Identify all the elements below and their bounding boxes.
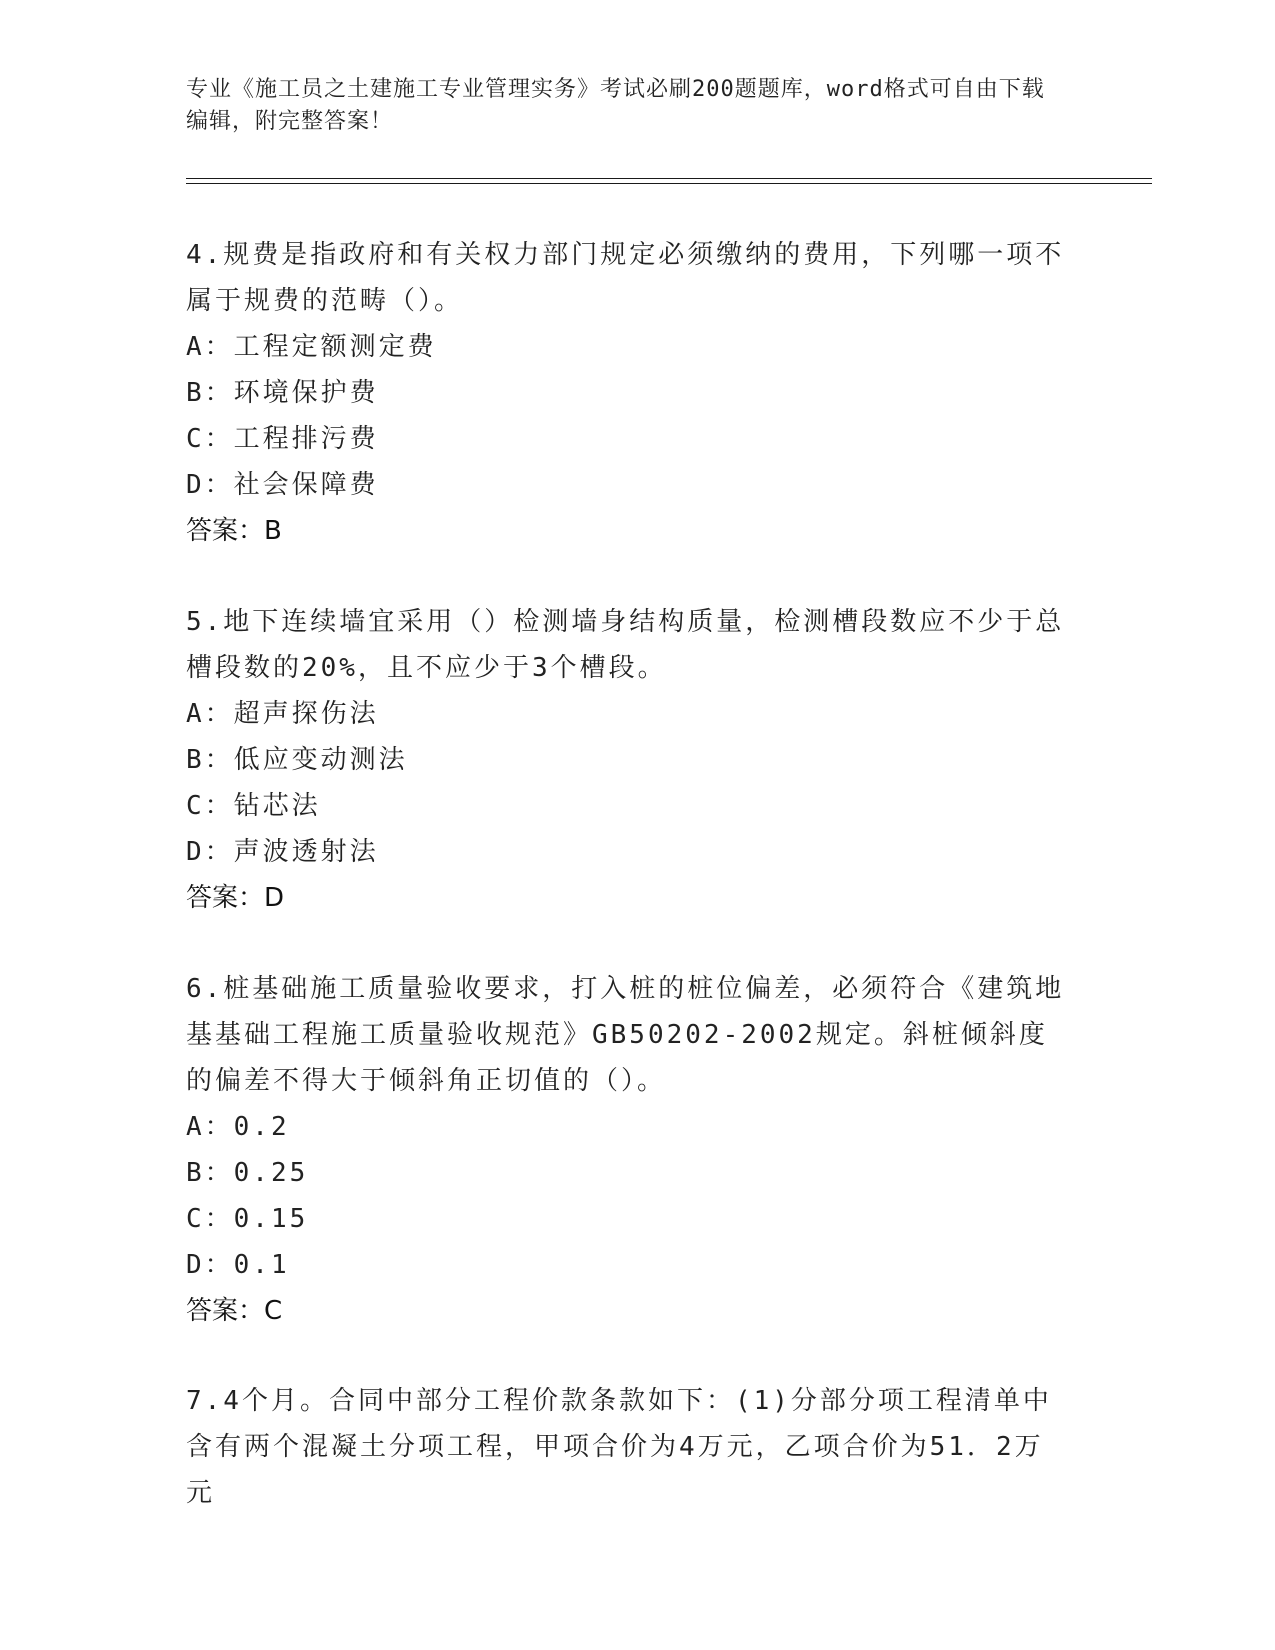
option-a: A：工程定额测定费 (186, 332, 437, 362)
option-a: A：0.2 (186, 1112, 290, 1142)
question-stem: 5.地下连续墙宜采用（）检测墙身结构质量，检测槽段数应不少于总槽段数的20%，且不应少于3个槽段。 (186, 607, 1065, 683)
option-d: D：声波透射法 (186, 837, 379, 867)
question-5 (186, 599, 1066, 921)
option-d: D：0.1 (186, 1250, 290, 1280)
header-divider-top (186, 178, 1152, 179)
question-6 (186, 966, 1066, 1334)
option-b: B：0.25 (186, 1158, 309, 1188)
question-7 (186, 1378, 1066, 1516)
option-b: B：环境保护费 (186, 378, 379, 408)
header-divider-bottom (186, 183, 1152, 184)
document-header: 专业《施工员之土建施工专业管理实务》考试必刷200题题库，word格式可自由下载编辑，附完整答案！ (186, 77, 1045, 134)
question-stem: 7.4个月。合同中部分工程价款条款如下：(1)分部分项工程清单中含有两个混凝土分项工程，甲项合价为4万元，乙项合价为51．2万元 (186, 1386, 1052, 1508)
answer: 答案：B (186, 516, 282, 546)
question-4 (186, 232, 1066, 554)
option-d: D：社会保障费 (186, 470, 379, 500)
answer: 答案：D (186, 883, 285, 913)
option-a: A：超声探伤法 (186, 699, 379, 729)
question-stem: 4.规费是指政府和有关权力部门规定必须缴纳的费用，下列哪一项不属于规费的范畴（）。 (186, 240, 1065, 316)
option-b: B：低应变动测法 (186, 745, 408, 775)
answer: 答案：C (186, 1296, 283, 1326)
option-c: C：工程排污费 (186, 424, 379, 454)
question-stem: 6.桩基础施工质量验收要求，打入桩的桩位偏差，必须符合《建筑地基基础工程施工质量验收规范》GB50202-2002规定。斜桩倾斜度的偏差不得大于倾斜角正切值的（）。 (186, 974, 1065, 1096)
option-c: C：0.15 (186, 1204, 309, 1234)
option-c: C：钻芯法 (186, 791, 321, 821)
